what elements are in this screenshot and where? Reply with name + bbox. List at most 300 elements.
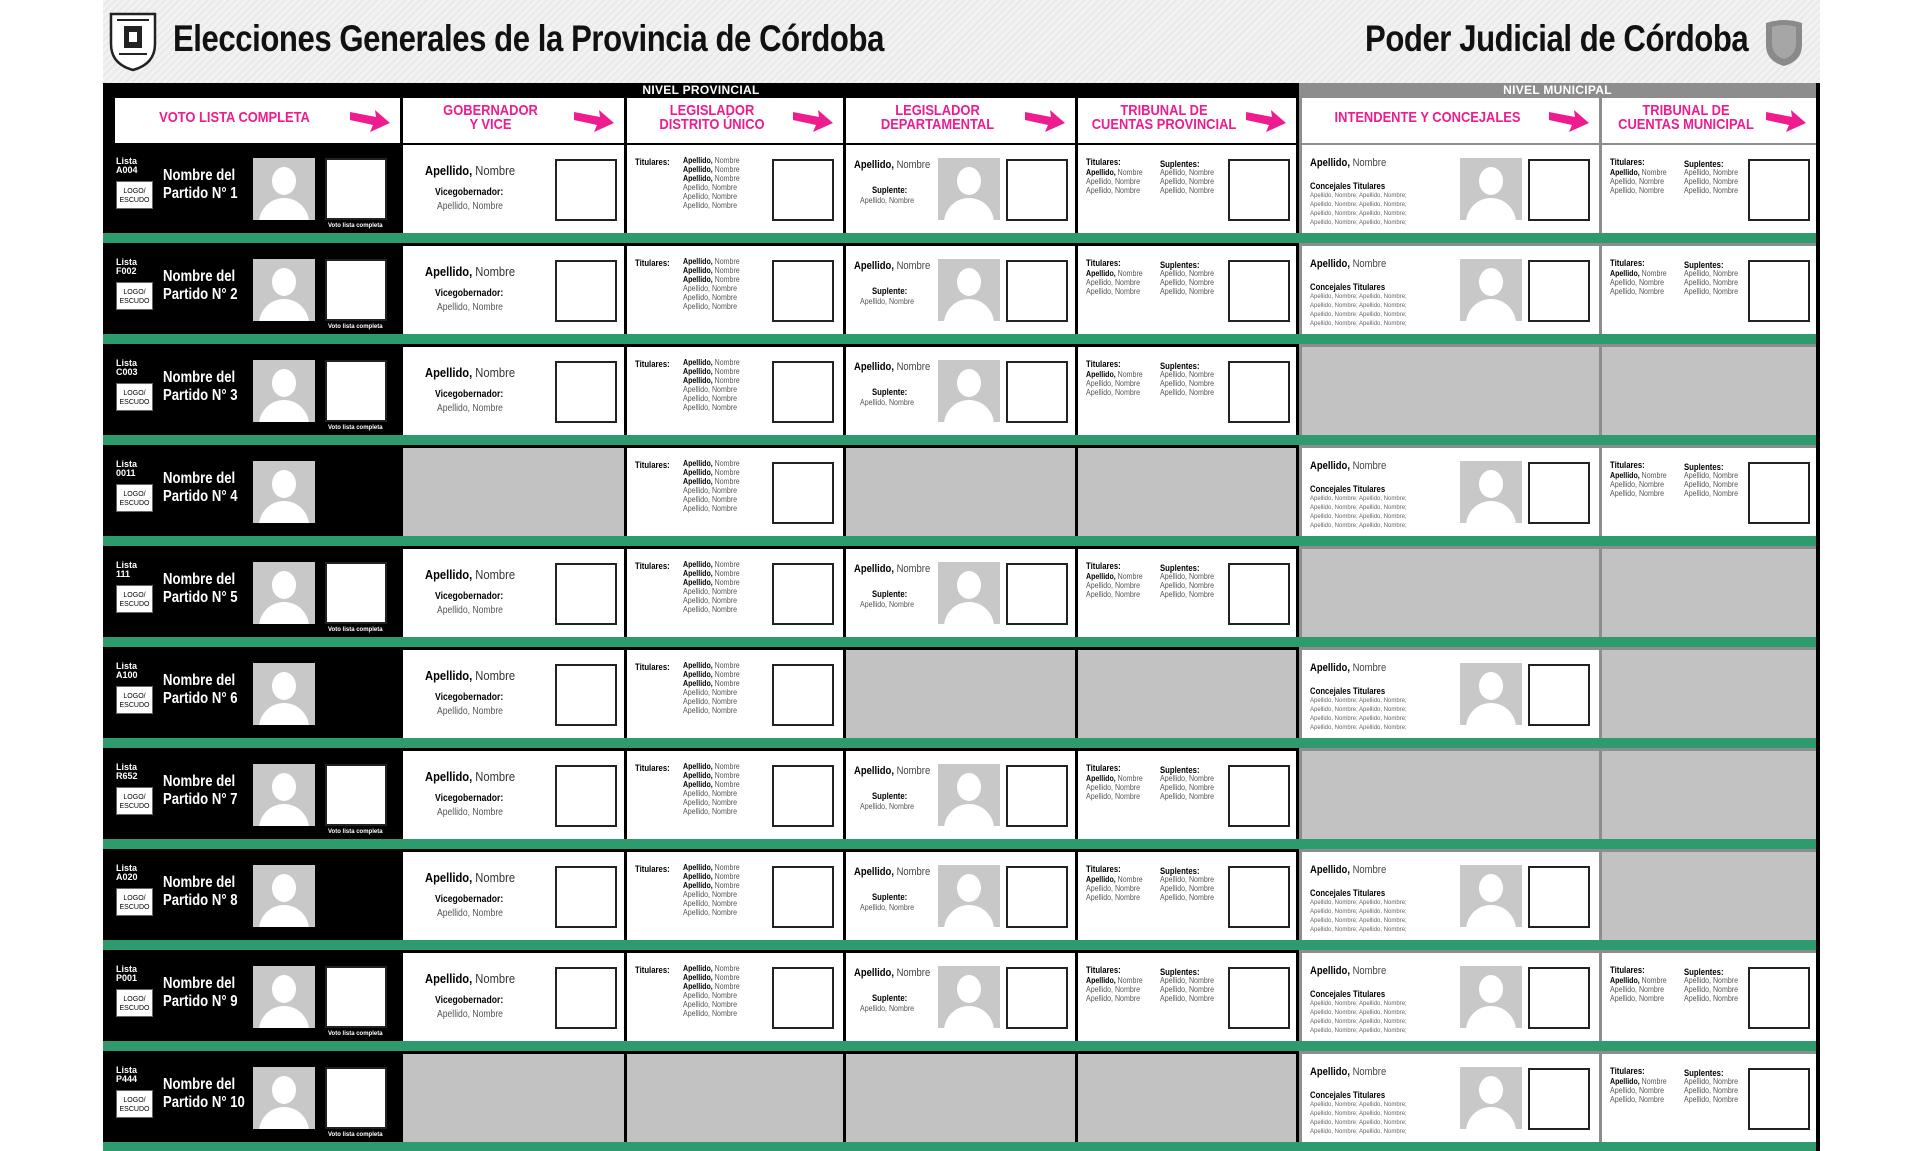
titular-name: Apellido, Nombre [683,863,740,872]
suplentes-label: Suplentes: [1684,967,1724,977]
candidate-name: Apellido, Nombre [1310,965,1387,977]
titular-name: Apellido, Nombre [683,688,738,697]
suplente-name: Apellido, Nombre [1684,287,1739,296]
titulares-label: Titulares: [1086,561,1121,571]
suplente-name: Apellido, Nombre [1684,168,1739,177]
party-name: Nombre del Partido N° 1 [163,167,238,202]
titular-name: Apellido, Nombre [1086,792,1141,801]
vote-box[interactable] [772,361,834,423]
party-cell [103,953,400,1041]
suplente-name: Apellido, Nombre [1160,581,1215,590]
candidate-name: Apellido, Nombre [854,866,931,878]
titular-name: Apellido, Nombre [1610,177,1665,186]
candidate-name: Apellido, Nombre [854,159,931,171]
candidate-photo [1460,259,1522,321]
titular-name: Apellido, Nombre [1610,985,1665,994]
photo-body [1466,1006,1516,1028]
candidate-name: Apellido, Nombre [425,163,516,178]
vicegobernador-label: Vicegobernador: [435,995,504,1006]
suplentes-label: Suplentes: [1160,563,1200,573]
vote-box[interactable] [1228,260,1290,322]
cell-dep [846,852,1075,940]
full-list-vote-box[interactable] [325,966,387,1028]
titular-name: Apellido, Nombre [1086,370,1143,379]
candidate-photo [1460,663,1522,725]
photo-body [944,602,994,624]
party-logo-placeholder: LOGO/ ESCUDO [116,787,153,815]
concejal-names: Apellido, Nombre; Apellido, Nombre; [1310,698,1407,704]
vicegobernador-label: Vicegobernador: [435,692,504,703]
vote-box[interactable] [1528,462,1590,524]
candidate-photo [253,663,315,725]
titulares-label: Titulares: [1610,460,1645,470]
cell-tribp [1078,145,1296,233]
titulares-label: Titulares: [635,359,670,369]
photo-head [957,975,981,1003]
vote-box[interactable] [1528,1068,1590,1130]
vote-box[interactable] [772,866,834,928]
candidate-name: Apellido, Nombre [1310,157,1387,169]
titular-name: Apellido, Nombre [683,367,740,376]
candidate-name: Apellido, Nombre [425,870,516,885]
ballot-row [103,751,1820,839]
titular-name: Apellido, Nombre [1086,976,1143,985]
vote-box[interactable] [1006,260,1068,322]
cell-leg [627,549,843,637]
cell-dep [846,751,1075,839]
concejal-names: Apellido, Nombre; Apellido, Nombre; [1310,514,1407,520]
cell-int [1302,246,1599,334]
vote-box[interactable] [772,260,834,322]
titular-name: Apellido, Nombre [1610,269,1667,278]
titular-name: Apellido, Nombre [1086,177,1141,186]
candidate-photo [1460,966,1522,1028]
column-header-label: INTENDENTE Y CONCEJALES [1334,109,1521,126]
vote-box[interactable] [555,967,617,1029]
photo-head [1479,470,1503,498]
photo-head [272,470,296,498]
photo-head [272,975,296,1003]
suplentes-label: Suplentes: [1160,361,1200,371]
titulares-label: Titulares: [635,965,670,975]
suplente-name: Apellido, Nombre [1160,994,1215,1003]
vote-box[interactable] [555,159,617,221]
vote-box[interactable] [1528,159,1590,221]
photo-head [1479,1076,1503,1104]
party-logo-placeholder: LOGO/ ESCUDO [116,1090,153,1118]
empty-cell-tribm [1602,650,1816,738]
full-list-vote-label: Voto lista completa [328,1031,383,1037]
ballot-row [103,246,1820,334]
vote-box[interactable] [1748,462,1810,524]
suplente-name: Apellido, Nombre [860,1004,915,1013]
ballot-row [103,852,1820,940]
photo-head [1479,167,1503,195]
vote-box[interactable] [555,260,617,322]
suplentes-label: Suplentes: [1684,159,1724,169]
cell-gob [403,347,624,435]
party-name: Nombre del Partido N° 9 [163,975,238,1010]
column-header-label: LEGISLADOR DISTRITO ÚNICO [659,102,765,133]
vote-box[interactable] [1528,967,1590,1029]
titular-name: Apellido, Nombre [1086,994,1141,1003]
titular-name: Apellido, Nombre [683,872,740,881]
vote-box[interactable] [772,967,834,1029]
candidate-name: Apellido, Nombre [425,668,516,683]
candidate-photo [938,764,1000,826]
suplente-name: Apellido, Nombre [1684,1077,1739,1086]
suplente-name: Apellido, Nombre [1684,976,1739,985]
suplente-name: Apellido, Nombre [1684,269,1739,278]
candidate-photo [253,461,315,523]
titular-name: Apellido, Nombre [683,394,738,403]
vote-box[interactable] [772,462,834,524]
empty-cell-gob [403,448,624,536]
cell-leg [627,448,843,536]
candidate-name: Apellido, Nombre [854,765,931,777]
photo-head [1479,268,1503,296]
photo-body [944,1006,994,1028]
full-list-vote-box[interactable] [325,1067,387,1129]
candidate-photo [253,764,315,826]
empty-cell-tribp [1078,650,1296,738]
titular-name: Apellido, Nombre [1086,379,1141,388]
arrow-down-icon [1764,106,1808,134]
photo-body [1466,703,1516,725]
full-list-vote-box[interactable] [325,360,387,422]
cell-dep [846,549,1075,637]
cell-leg [627,852,843,940]
full-list-vote-box[interactable] [325,562,387,624]
ballot-row [103,448,1820,536]
photo-head [1479,975,1503,1003]
column-header-gob [403,98,624,143]
titular-name: Apellido, Nombre [683,706,738,715]
titular-name: Apellido, Nombre [1086,388,1141,397]
vicegobernador-name: Apellido, Nombre [437,908,503,919]
concejal-names: Apellido, Nombre; Apellido, Nombre; [1310,1019,1407,1025]
cell-leg [627,751,843,839]
vote-box[interactable] [1528,260,1590,322]
full-list-vote-box[interactable] [325,764,387,826]
concejal-names: Apellido, Nombre; Apellido, Nombre; [1310,220,1407,226]
titular-name: Apellido, Nombre [683,560,740,569]
vote-box[interactable] [1228,361,1290,423]
header [103,0,1820,83]
suplente-name: Apellido, Nombre [1160,884,1215,893]
titular-name: Apellido, Nombre [1086,985,1141,994]
photo-body [259,198,309,220]
concejal-names: Apellido, Nombre; Apellido, Nombre; [1310,202,1407,208]
concejal-names: Apellido, Nombre; Apellido, Nombre; [1310,1120,1407,1126]
suplente-name: Apellido, Nombre [860,903,915,912]
suplente-name: Apellido, Nombre [1684,1086,1739,1095]
cell-gob [403,145,624,233]
titular-name: Apellido, Nombre [1086,783,1141,792]
photo-head [957,369,981,397]
concejal-names: Apellido, Nombre; Apellido, Nombre; [1310,193,1407,199]
candidate-photo [1460,461,1522,523]
suplente-name: Apellido, Nombre [1160,278,1215,287]
vicegobernador-name: Apellido, Nombre [437,605,503,616]
vicegobernador-label: Vicegobernador: [435,187,504,198]
concejal-names: Apellido, Nombre; Apellido, Nombre; [1310,294,1407,300]
vicegobernador-name: Apellido, Nombre [437,302,503,313]
photo-head [957,773,981,801]
candidate-name: Apellido, Nombre [1310,662,1387,674]
titular-name: Apellido, Nombre [683,165,740,174]
vote-box[interactable] [772,664,834,726]
titulares-label: Titulares: [1610,965,1645,975]
titular-name: Apellido, Nombre [1086,168,1143,177]
vote-box[interactable] [555,866,617,928]
titular-name: Apellido, Nombre [1610,287,1665,296]
column-header-leg [627,98,843,143]
arrow-down-icon [1023,106,1067,134]
titular-name: Apellido, Nombre [683,302,738,311]
vote-box[interactable] [1006,866,1068,928]
empty-cell-dep [846,448,1075,536]
photo-body [1466,198,1516,220]
photo-body [944,198,994,220]
suplente-name: Apellido, Nombre [1160,388,1215,397]
cell-tribp [1078,852,1296,940]
titulares-label: Titulares: [635,561,670,571]
photo-body [1466,299,1516,321]
lista-code: Lista 111 [116,560,138,579]
row-divider-municipal [1299,1041,1816,1051]
vote-box[interactable] [1006,361,1068,423]
arrow-down-icon [791,106,835,134]
titular-name: Apellido, Nombre [683,293,738,302]
vote-box[interactable] [1228,866,1290,928]
column-header-label: GOBERNADOR Y VICE [443,102,538,133]
photo-head [272,369,296,397]
party-cell [103,751,400,839]
row-divider-municipal [1299,536,1816,546]
titular-name: Apellido, Nombre [683,495,738,504]
titular-name: Apellido, Nombre [683,991,738,1000]
suplente-label: Suplente: [872,387,908,397]
candidate-name: Apellido, Nombre [425,365,516,380]
titulares-label: Titulares: [1086,258,1121,268]
suplente-name: Apellido, Nombre [1684,489,1739,498]
titular-name: Apellido, Nombre [683,789,738,798]
suplentes-label: Suplentes: [1684,260,1724,270]
cell-tribp [1078,246,1296,334]
titular-name: Apellido, Nombre [683,257,740,266]
row-divider [103,233,1299,243]
full-list-vote-box[interactable] [325,259,387,321]
vote-box[interactable] [1748,159,1810,221]
titular-name: Apellido, Nombre [683,605,738,614]
cell-tribm [1602,246,1816,334]
suplentes-label: Suplentes: [1684,462,1724,472]
vote-box[interactable] [1006,563,1068,625]
titular-name: Apellido, Nombre [683,964,740,973]
party-logo-placeholder: LOGO/ ESCUDO [116,282,153,310]
party-cell [103,246,400,334]
photo-head [272,268,296,296]
suplente-label: Suplente: [872,185,908,195]
photo-head [1479,672,1503,700]
vote-box[interactable] [1006,159,1068,221]
titulares-label: Titulares: [1086,157,1121,167]
party-cell [103,549,400,637]
row-divider-municipal [1299,940,1816,950]
vote-box[interactable] [1528,866,1590,928]
cell-gob [403,650,624,738]
titular-name: Apellido, Nombre [1086,590,1141,599]
column-header-label: VOTO LISTA COMPLETA [159,109,310,126]
titular-name: Apellido, Nombre [683,762,740,771]
titular-name: Apellido, Nombre [1610,471,1667,480]
titulares-label: Titulares: [635,864,670,874]
suplente-name: Apellido, Nombre [860,802,915,811]
vote-box[interactable] [1228,159,1290,221]
vote-box[interactable] [555,765,617,827]
candidate-name: Apellido, Nombre [854,563,931,575]
suplente-name: Apellido, Nombre [1160,783,1215,792]
concejal-names: Apellido, Nombre; Apellido, Nombre; [1310,1010,1407,1016]
row-divider-municipal [1299,1142,1816,1151]
concejales-label: Concejales Titulares [1310,888,1386,898]
photo-body [944,905,994,927]
vote-box[interactable] [1228,563,1290,625]
titulares-label: Titulares: [1086,864,1121,874]
titular-name: Apellido, Nombre [683,1009,738,1018]
vote-box[interactable] [1748,260,1810,322]
titulares-label: Titulares: [1086,359,1121,369]
titular-name: Apellido, Nombre [683,385,738,394]
candidate-name: Apellido, Nombre [1310,258,1387,270]
municipal-level-label: NIVEL MUNICIPAL [1299,83,1816,98]
judiciary-seal-icon [1762,17,1806,67]
vote-box[interactable] [1228,765,1290,827]
row-divider [103,1142,1299,1151]
empty-cell-dep [846,1054,1075,1142]
suplente-label: Suplente: [872,892,908,902]
suplente-name: Apellido, Nombre [1160,287,1215,296]
cell-int [1302,448,1599,536]
empty-cell-tribm [1602,852,1816,940]
photo-body [259,804,309,826]
cell-int [1302,145,1599,233]
concejales-label: Concejales Titulares [1310,282,1386,292]
suplentes-label: Suplentes: [1684,1068,1724,1078]
cell-tribp [1078,751,1296,839]
titular-name: Apellido, Nombre [1086,269,1143,278]
titular-name: Apellido, Nombre [683,376,740,385]
row-divider-municipal [1299,637,1816,647]
cell-gob [403,953,624,1041]
vicegobernador-label: Vicegobernador: [435,389,504,400]
empty-cell-dep [846,650,1075,738]
candidate-photo [938,259,1000,321]
ballot-row [103,347,1820,435]
suplente-name: Apellido, Nombre [1684,480,1739,489]
candidate-photo [253,865,315,927]
ballot-row [103,1054,1820,1142]
lista-code: Lista 0011 [116,459,138,478]
row-divider [103,839,1299,849]
lista-code: Lista A004 [116,156,138,175]
photo-body [259,400,309,422]
suplente-name: Apellido, Nombre [1684,471,1739,480]
vote-box[interactable] [1228,967,1290,1029]
titular-name: Apellido, Nombre [683,403,738,412]
vote-box[interactable] [1748,967,1810,1029]
vote-box[interactable] [1006,765,1068,827]
suplente-name: Apellido, Nombre [860,600,915,609]
titulares-label: Titulares: [1610,157,1645,167]
party-name: Nombre del Partido N° 7 [163,773,238,808]
titulares-label: Titulares: [1610,258,1645,268]
titulares-label: Titulares: [635,258,670,268]
suplente-label: Suplente: [872,589,908,599]
titular-name: Apellido, Nombre [683,569,740,578]
concejales-label: Concejales Titulares [1310,989,1386,999]
vote-box[interactable] [772,159,834,221]
photo-head [272,167,296,195]
titular-name: Apellido, Nombre [683,661,740,670]
full-list-vote-label: Voto lista completa [328,223,383,229]
suplente-name: Apellido, Nombre [1160,370,1215,379]
empty-cell-leg [627,1054,843,1142]
candidate-name: Apellido, Nombre [854,260,931,272]
suplente-name: Apellido, Nombre [1684,278,1739,287]
photo-head [272,571,296,599]
row-divider [103,334,1299,344]
vote-box[interactable] [1528,664,1590,726]
concejal-names: Apellido, Nombre; Apellido, Nombre; [1310,707,1407,713]
row-divider [103,637,1299,647]
titular-name: Apellido, Nombre [683,477,740,486]
titulares-label: Titulares: [1086,763,1121,773]
party-name: Nombre del Partido N° 2 [163,268,238,303]
photo-body [944,804,994,826]
cell-tribp [1078,953,1296,1041]
titular-name: Apellido, Nombre [1610,168,1667,177]
full-list-vote-box[interactable] [325,158,387,220]
vote-box[interactable] [1748,1068,1810,1130]
concejales-label: Concejales Titulares [1310,686,1386,696]
vote-box[interactable] [555,361,617,423]
suplente-name: Apellido, Nombre [1160,774,1215,783]
candidate-photo [253,562,315,624]
suplente-name: Apellido, Nombre [860,398,915,407]
concejal-names: Apellido, Nombre; Apellido, Nombre; [1310,303,1407,309]
vote-box[interactable] [772,563,834,625]
titular-name: Apellido, Nombre [1610,1095,1665,1104]
candidate-name: Apellido, Nombre [1310,864,1387,876]
cell-int [1302,953,1599,1041]
cell-leg [627,953,843,1041]
vote-box[interactable] [1006,967,1068,1029]
column-header-int [1302,98,1599,143]
titular-name: Apellido, Nombre [683,174,740,183]
vote-box[interactable] [555,563,617,625]
lista-code: Lista C003 [116,358,138,377]
concejal-names: Apellido, Nombre; Apellido, Nombre; [1310,900,1407,906]
candidate-name: Apellido, Nombre [425,971,516,986]
photo-body [944,400,994,422]
vote-box[interactable] [555,664,617,726]
empty-cell-tribp [1078,448,1296,536]
lista-code: Lista A020 [116,863,138,882]
vote-box[interactable] [772,765,834,827]
titular-name: Apellido, Nombre [683,697,738,706]
